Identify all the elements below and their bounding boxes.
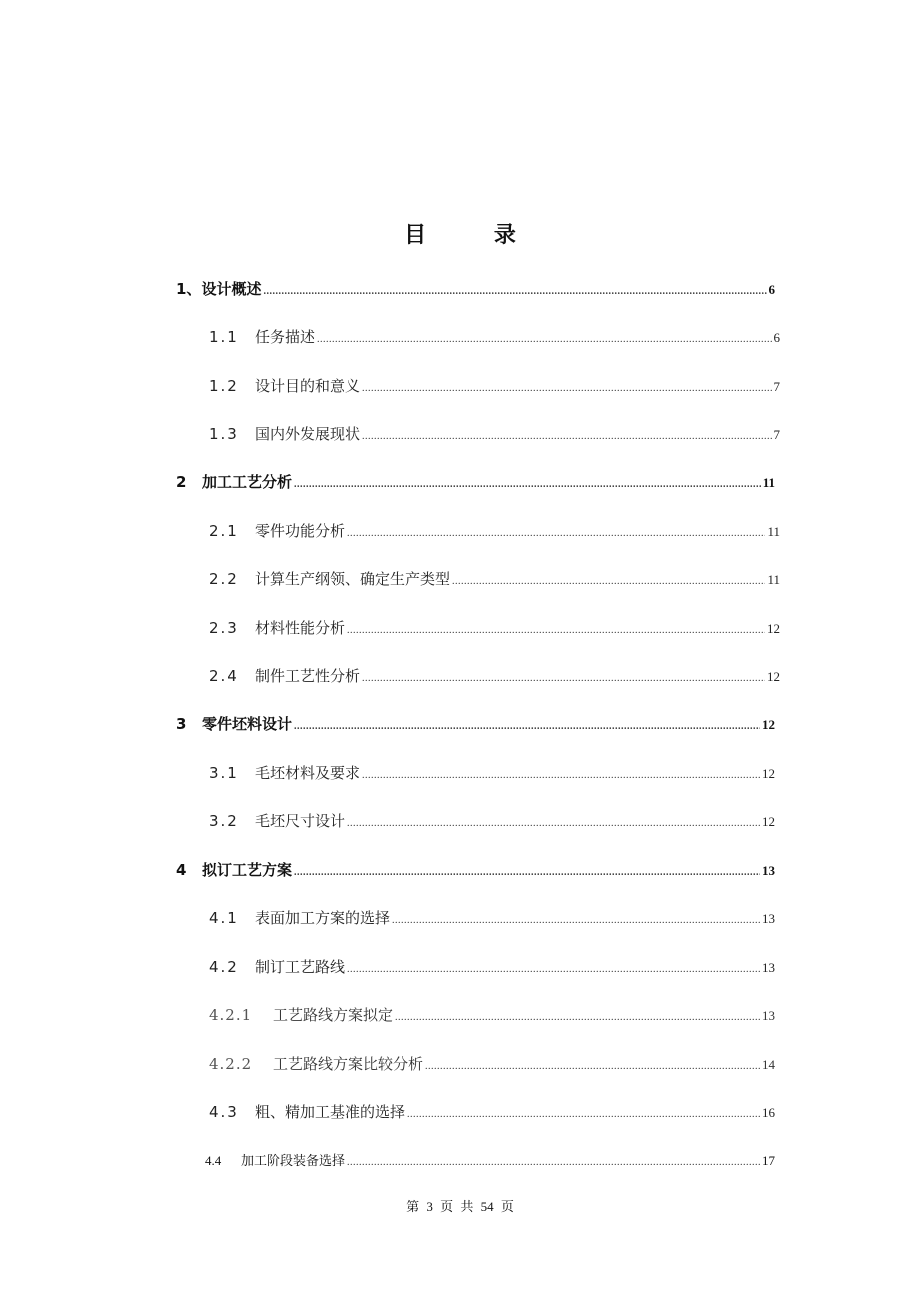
toc-dot-leader <box>347 619 765 643</box>
toc-entry-number: 2.4 <box>209 667 239 685</box>
toc-entry-page-number: 6 <box>768 282 775 297</box>
toc-dot-leader <box>362 667 765 691</box>
toc-title: 目 录 <box>404 223 546 248</box>
toc-entry[interactable] <box>176 858 775 882</box>
toc-entry[interactable] <box>176 470 775 494</box>
toc-dot-leader <box>425 1055 760 1079</box>
toc-entry-page-number: 12 <box>767 669 780 684</box>
toc-entry-page-number: 13 <box>762 863 775 878</box>
toc-dot-leader <box>263 280 766 304</box>
toc-entry-number: 4.2 <box>209 958 239 976</box>
toc-dot-leader <box>362 764 760 788</box>
toc-entry[interactable] <box>209 422 780 446</box>
toc-entry-number: 2 <box>176 473 187 491</box>
toc-entry-label: 工艺路线方案拟定 <box>273 1006 394 1024</box>
toc-dot-leader <box>347 958 760 982</box>
toc-entry-number: 1.3 <box>209 425 239 443</box>
toc-entry-page-number: 16 <box>762 1105 775 1120</box>
toc-dot-leader <box>294 473 761 497</box>
toc-dot-leader <box>347 812 760 836</box>
toc-entry-number: 4.2.2 <box>209 1055 253 1073</box>
toc-entry-label: 设计目的和意义 <box>255 377 361 395</box>
toc-dot-leader <box>392 909 760 933</box>
toc-entry-number: 3 <box>176 715 187 733</box>
toc-dot-leader <box>294 861 760 885</box>
toc-entry-page-number: 11 <box>767 572 780 587</box>
toc-entry-number: 3.2 <box>209 812 239 830</box>
toc-entry-page-number: 7 <box>773 427 780 442</box>
toc-entry-number: 4 <box>176 861 187 879</box>
page-footer: 第 3 页 共 54 页 <box>406 1199 514 1214</box>
toc-entry[interactable] <box>209 616 780 640</box>
toc-dot-leader <box>294 715 760 739</box>
toc-entry[interactable] <box>176 712 775 736</box>
toc-entry-page-number: 7 <box>773 379 780 394</box>
toc-entry-label: 工艺路线方案比较分析 <box>273 1055 424 1073</box>
toc-entry[interactable] <box>209 761 775 785</box>
toc-entry[interactable] <box>209 664 780 688</box>
toc-entry-page-number: 6 <box>773 330 780 345</box>
toc-entry[interactable] <box>209 1100 775 1124</box>
toc-entry-label: 表面加工方案的选择 <box>255 909 391 927</box>
toc-entry-label: 拟订工艺方案 <box>202 861 293 879</box>
toc-entry-page-number: 17 <box>762 1153 775 1168</box>
toc-entry-page-number: 11 <box>767 524 780 539</box>
toc-entry-label: 零件功能分析 <box>255 522 346 540</box>
toc-entry-label: 毛坯尺寸设计 <box>255 812 346 830</box>
toc-dot-leader <box>362 377 771 401</box>
toc-entry-label: 设计概述 <box>201 280 262 298</box>
toc-entry-page-number: 13 <box>762 911 775 926</box>
toc-entry-number: 1.1 <box>209 328 239 346</box>
toc-entry[interactable] <box>209 1052 775 1076</box>
toc-dot-leader <box>347 522 765 546</box>
toc-entry[interactable] <box>209 567 780 591</box>
toc-entry-label: 零件坯料设计 <box>202 715 293 733</box>
toc-entry-page-number: 12 <box>762 766 775 781</box>
toc-dot-leader <box>317 328 771 352</box>
toc-entry-number: 2.3 <box>209 619 239 637</box>
toc-entry[interactable] <box>209 325 780 349</box>
toc-entry-page-number: 12 <box>767 621 780 636</box>
toc-entry-label: 制订工艺路线 <box>255 958 346 976</box>
toc-entry-number: 2.2 <box>209 570 239 588</box>
toc-dot-leader <box>452 570 765 594</box>
toc-entry-label: 加工阶段装备选择 <box>241 1153 346 1168</box>
toc-entry-label: 制件工艺性分析 <box>255 667 361 685</box>
toc-entry-page-number: 11 <box>762 475 775 490</box>
toc-entry-number: 3.1 <box>209 764 239 782</box>
toc-entry-label: 材料性能分析 <box>255 619 346 637</box>
toc-entry-label: 加工工艺分析 <box>202 473 293 491</box>
toc-entry-page-number: 13 <box>762 1008 775 1023</box>
toc-entry-page-number: 12 <box>762 717 775 732</box>
toc-entry-number: 4.4 <box>205 1153 222 1168</box>
toc-entry-number: 1、 <box>176 280 202 298</box>
toc-entry-label: 国内外发展现状 <box>255 425 361 443</box>
toc-entry-label: 粗、精加工基准的选择 <box>255 1103 406 1121</box>
toc-entry-page-number: 12 <box>762 814 775 829</box>
toc-entry-number: 4.3 <box>209 1103 239 1121</box>
toc-entry-number: 4.2.1 <box>209 1006 253 1024</box>
toc-entry[interactable] <box>209 809 775 833</box>
toc-entry[interactable] <box>209 906 775 930</box>
toc-entry-label: 任务描述 <box>255 328 316 346</box>
toc-entry[interactable] <box>209 1003 775 1027</box>
toc-entry[interactable] <box>205 1149 775 1173</box>
toc-dot-leader <box>362 425 771 449</box>
toc-dot-leader <box>395 1006 760 1030</box>
toc-entry[interactable] <box>209 374 780 398</box>
toc-entry-page-number: 13 <box>762 960 775 975</box>
toc-entry-number: 1.2 <box>209 377 239 395</box>
toc-entry[interactable] <box>209 519 780 543</box>
toc-entry-label: 毛坯材料及要求 <box>255 764 361 782</box>
toc-entry-number: 2.1 <box>209 522 239 540</box>
toc-dot-leader <box>347 1151 760 1175</box>
toc-entry-number: 4.1 <box>209 909 239 927</box>
toc-entry[interactable] <box>209 955 775 979</box>
toc-entry-label: 计算生产纲领、确定生产类型 <box>255 570 451 588</box>
toc-dot-leader <box>407 1103 760 1127</box>
toc-entry[interactable] <box>176 277 775 301</box>
toc-entry-page-number: 14 <box>762 1057 775 1072</box>
